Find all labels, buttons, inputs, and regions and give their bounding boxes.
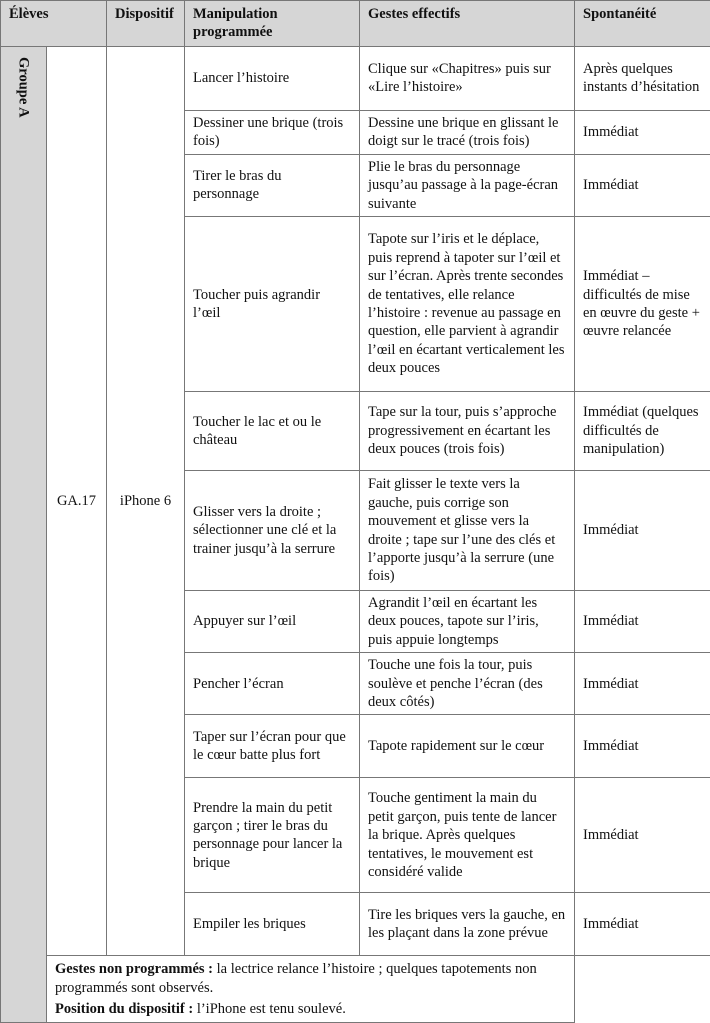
gestes-cell: Touche une fois la tour, puis soulève et penche l’écran (des deux côtés) <box>360 653 575 715</box>
spontaneite-cell: Immédiat <box>575 653 710 715</box>
spontaneite-cell: Immédiat <box>575 893 710 956</box>
gestes-cell: Touche gentiment la main du petit garçon, puis tente de lancer la brique. Après quelques tentatives, le mouvement est considéré valide <box>360 778 575 893</box>
gestes-cell: Tapote rapidement sur le cœur <box>360 715 575 778</box>
header-row <box>1 1 710 47</box>
gestes-cell: Tapote sur l’iris et le déplace, puis reprend à tapoter sur l’œil et sur l’écran. Après trente secondes de tentatives, elle relance l’histoire : revenue au passage en question, elle parvient à agrandir l’œil en écartant verticalement les deux pouces <box>360 217 575 392</box>
spontaneite-cell: Immédiat (quelques difficultés de manipulation) <box>575 392 710 471</box>
spontaneite-cell: Immédiat <box>575 778 710 893</box>
table-row <box>1 46 710 110</box>
spontaneite-cell: Immédiat – difficultés de mise en œuvre du geste + œuvre relancée <box>575 217 710 392</box>
device-name: iPhone 6 <box>107 46 185 956</box>
gestes-non-programmes-text: la lectrice relance l’histoire ; quelques tapotements non programmés sont observés. <box>55 961 537 995</box>
group-label: Groupe A <box>14 47 32 118</box>
gestes-cell: Plie le bras du personnage jusqu’au passage à la page-écran suivante <box>360 154 575 216</box>
spontaneite-cell: Après quelques instants d’hésitation <box>575 46 710 110</box>
spontaneite-cell: Immédiat <box>575 154 710 216</box>
gestes-cell: Fait glisser le texte vers la gauche, puis corrige son mouvement et glisse vers la droite ; tape sur l’une des clés et l’apporte jusqu’à la serrure (une fois) <box>360 471 575 591</box>
spontaneite-cell: Immédiat <box>575 471 710 591</box>
manipulation-cell: Taper sur l’écran pour que le cœur batte plus fort <box>185 715 360 778</box>
position-dispositif-note <box>55 1000 566 1018</box>
header-dispositif: Dispositif <box>107 1 185 47</box>
manipulation-cell: Tirer le bras du personnage <box>185 154 360 216</box>
spontaneite-cell: Immédiat <box>575 110 710 154</box>
manipulation-cell: Toucher puis agrandir l’œil <box>185 217 360 392</box>
student-id: GA.17 <box>47 46 107 956</box>
manipulation-cell: Pencher l’écran <box>185 653 360 715</box>
gestes-cell: Tire les briques vers la gauche, en les plaçant dans la zone prévue <box>360 893 575 956</box>
manipulation-cell: Toucher le lac et ou le château <box>185 392 360 471</box>
gestes-cell: Tape sur la tour, puis s’approche progressivement en écartant les deux pouces (trois fois) <box>360 392 575 471</box>
header-gestes: Gestes effectifs <box>360 1 575 47</box>
footer-row <box>1 956 710 1022</box>
manipulation-cell: Prendre la main du petit garçon ; tirer le bras du personnage pour lancer la brique <box>185 778 360 893</box>
header-manipulation: Manipulation programmée <box>185 1 360 47</box>
position-dispositif-text: l’iPhone est tenu soulevé. <box>193 1001 346 1017</box>
gestes-cell: Clique sur «Chapitres» puis sur «Lire l’histoire» <box>360 46 575 110</box>
header-spontaneite: Spontanéité <box>575 1 710 47</box>
gestes-cell: Dessine une brique en glissant le doigt sur le tracé (trois fois) <box>360 110 575 154</box>
manipulation-cell: Appuyer sur l’œil <box>185 591 360 653</box>
gestes-non-programmes-label: Gestes non programmés : <box>55 961 213 977</box>
spontaneite-cell: Immédiat <box>575 715 710 778</box>
position-dispositif-label: Position du dispositif : <box>55 1001 193 1017</box>
footer-cell <box>47 956 575 1022</box>
manipulation-cell: Dessiner une brique (trois fois) <box>185 110 360 154</box>
manipulation-cell: Glisser vers la droite ; sélectionner une clé et la trainer jusqu’à la serrure <box>185 471 360 591</box>
gestes-non-programmes-note <box>55 960 566 997</box>
manipulation-cell: Empiler les briques <box>185 893 360 956</box>
spontaneite-cell: Immédiat <box>575 591 710 653</box>
gestes-cell: Agrandit l’œil en écartant les deux pouces, tapote sur l’iris, puis appuie longtemps <box>360 591 575 653</box>
group-cell <box>1 46 47 1022</box>
header-eleves: Élèves <box>1 1 107 47</box>
manipulation-cell: Lancer l’histoire <box>185 46 360 110</box>
